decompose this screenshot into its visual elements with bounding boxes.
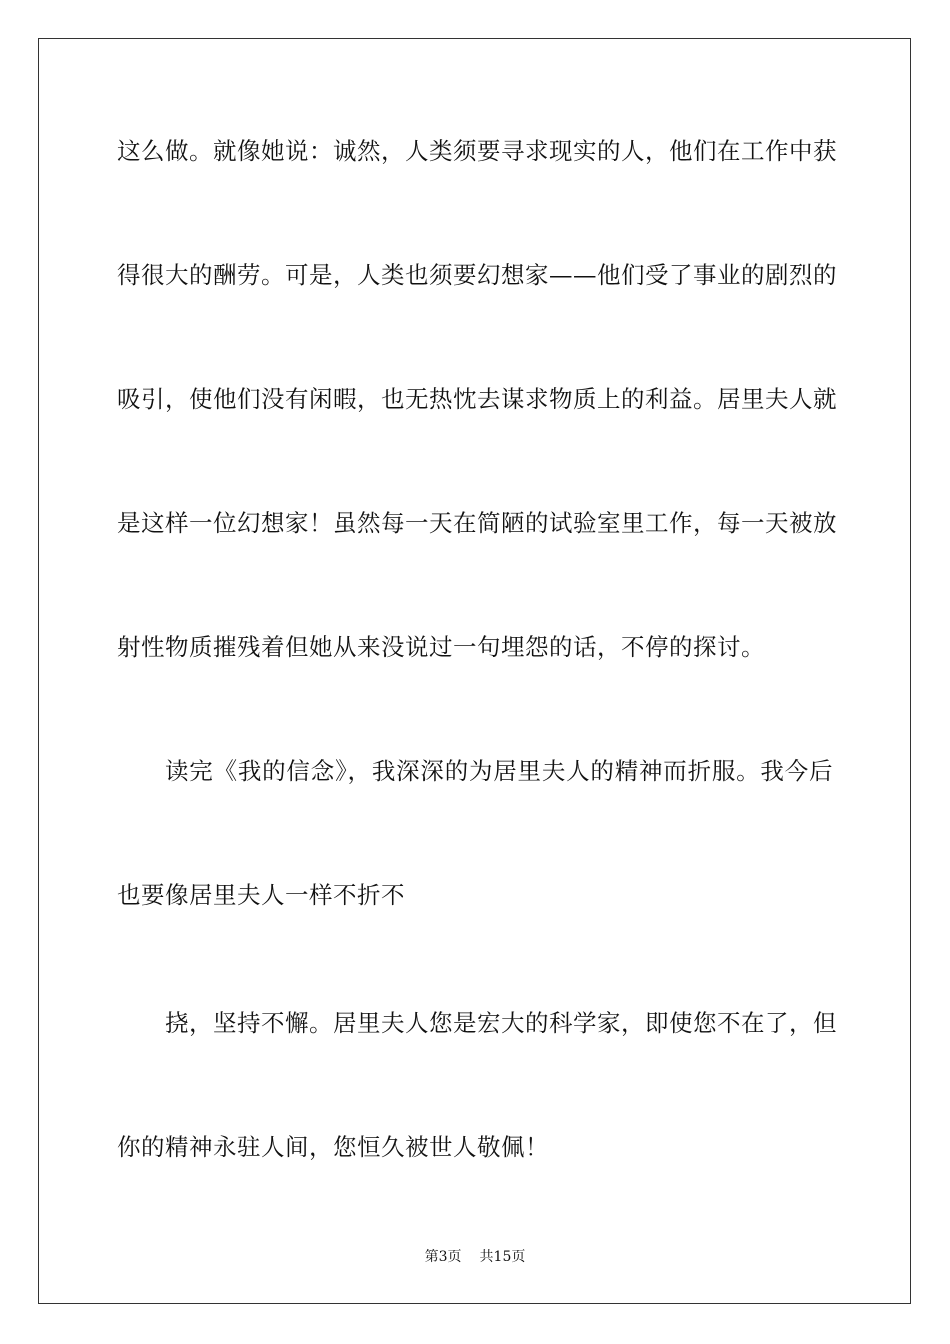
paragraph-line: 你的精神永驻人间，您恒久被世人敬佩！ — [117, 1133, 549, 1161]
paragraph-line: 也要像居里夫人一样不折不 — [117, 881, 405, 909]
page-total: 共15页 — [479, 1249, 526, 1265]
paragraph-line: 得很大的酬劳。可是，人类也须要幻想家——他们受了事业的剧烈的 — [117, 261, 837, 289]
paragraph-line: 射性物质摧残着但她从来没说过一句埋怨的话，不停的探讨。 — [117, 633, 765, 661]
paragraph-line-indented: 挠，坚持不懈。居里夫人您是宏大的科学家，即使您不在了，但 — [165, 1009, 837, 1037]
page-footer — [0, 1248, 950, 1266]
paragraph-line: 是这样一位幻想家！虽然每一天在简陋的试验室里工作，每一天被放 — [117, 509, 837, 537]
page-number: 第3页 — [424, 1249, 462, 1265]
paragraph-line: 这么做。就像她说：诚然，人类须要寻求现实的人，他们在工作中获 — [117, 137, 837, 165]
page-border — [38, 38, 911, 1304]
paragraph-line: 吸引，使他们没有闲暇，也无热忱去谋求物质上的利益。居里夫人就 — [117, 385, 837, 413]
paragraph-line-indented: 读完《我的信念》，我深深的为居里夫人的精神而折服。我今后 — [165, 757, 833, 785]
